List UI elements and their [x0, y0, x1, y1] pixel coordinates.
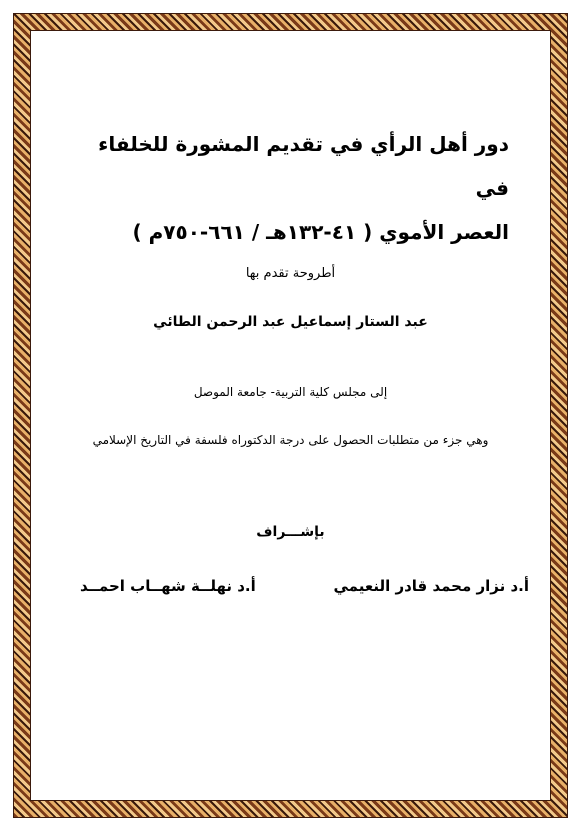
supervisor-2-name: أ.د نهلــة شهــاب احمــد	[80, 577, 256, 595]
degree-purpose-text: وهي جزء من متطلبات الحصول على درجة الدكتوراه فلسفة في التاريخ الإسلامي	[92, 433, 489, 447]
supervision-label: بإشـــراف	[256, 524, 325, 540]
supervisor-1-name: أ.د نزار محمد قادر النعيمي	[333, 577, 529, 595]
council-text: إلى مجلس كلية التربية- جامعة الموصل	[193, 385, 388, 399]
thesis-title	[69, 122, 509, 254]
thesis-title-line-1: دور أهل الرأي في تقديم المشورة للخلفاء في	[98, 132, 509, 200]
submitted-by-text: أطروحة تقدم بها	[245, 266, 336, 281]
thesis-title-line-2: العصر الأموي ( ٤١-١٣٢هـ / ٦٦١-٧٥٠م )	[132, 220, 509, 244]
author-name: عبد الستار إسماعيل عبد الرحمن الطائي	[153, 314, 428, 330]
page-content	[40, 40, 541, 791]
